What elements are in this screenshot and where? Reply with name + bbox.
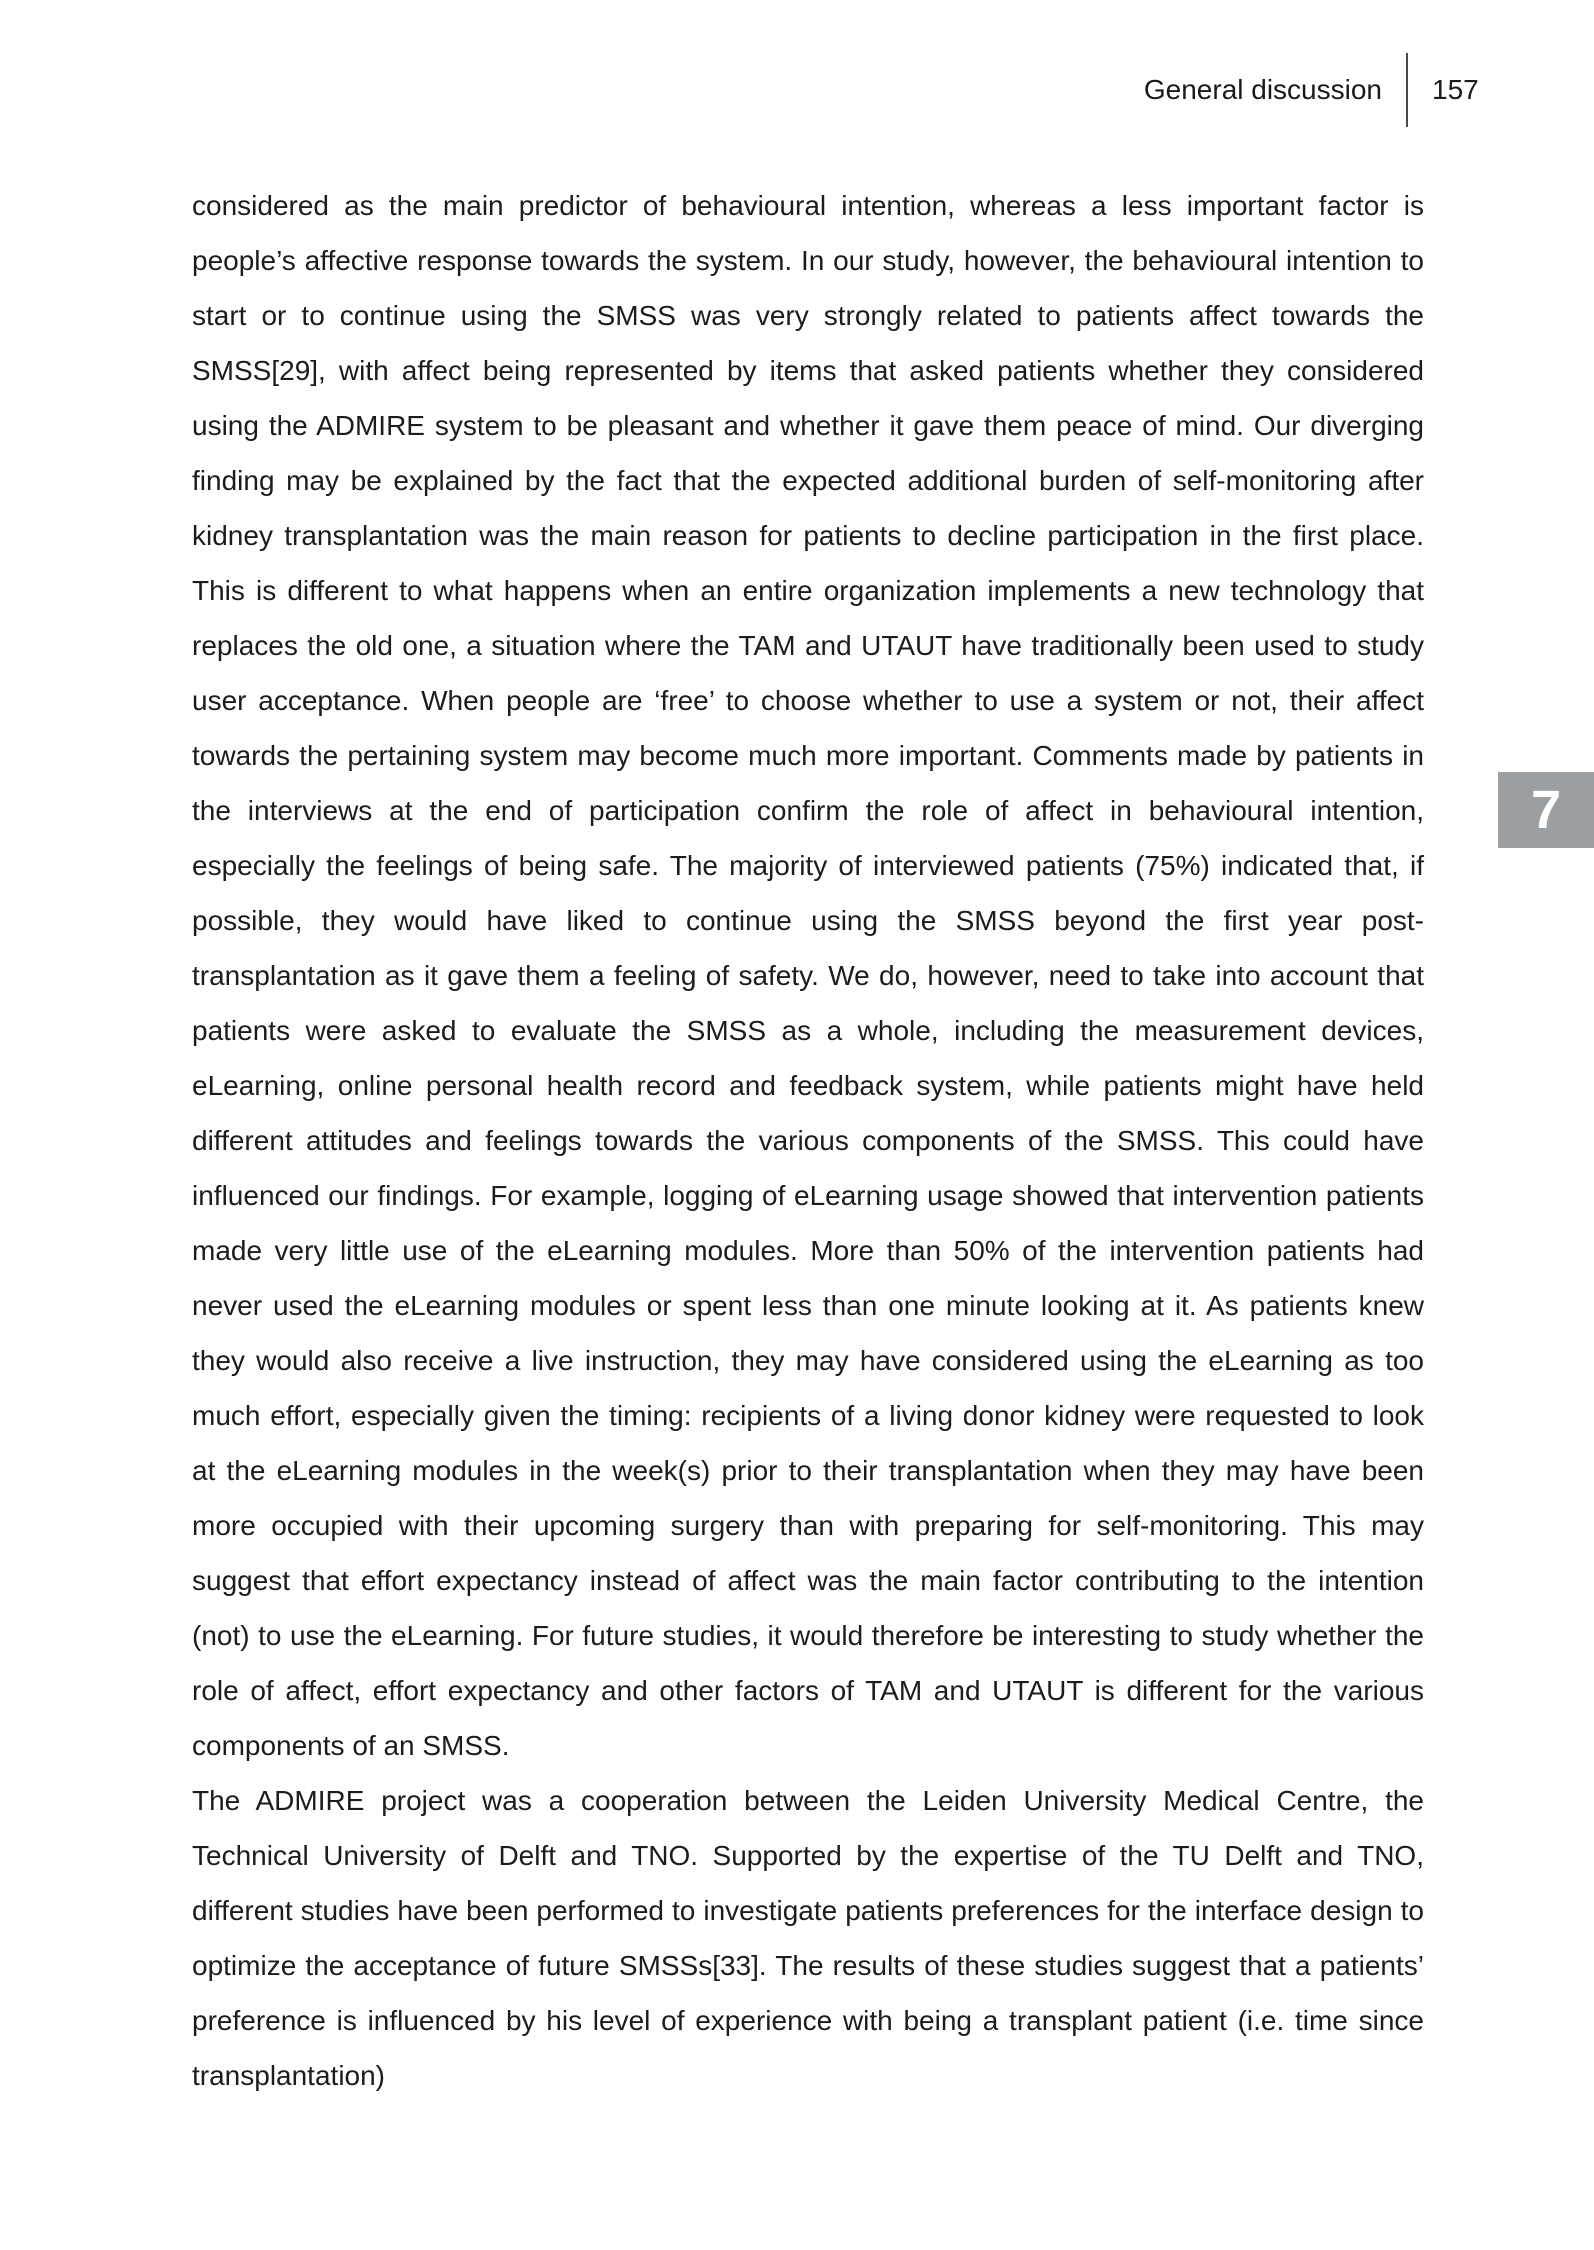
chapter-number: 7 [1530, 780, 1562, 840]
paragraph-2: The ADMIRE project was a cooperation between the Leiden University Medical Centre, the Technical University of Delft and TNO. Supported by the expertise of the TU Delft and TNO, different studies have been performed to investigate patients preferences for the interface design to optimize the acceptance of future SMSSs[33]. The results of these studies suggest that a patients’ preference is influenced by his level of experience with being a transplant patient (i.e. time since transplantation) [192, 1785, 1424, 2091]
running-head-section-title: General discussion [1143, 74, 1382, 105]
chapter-tab [1498, 772, 1594, 848]
page-header [1144, 52, 1488, 128]
page-number: 157 [1432, 74, 1479, 105]
body-text [192, 178, 1424, 2103]
paragraph-1: considered as the main predictor of behavioural intention, whereas a less important factor is people’s affective response towards the system. In our study, however, the behavioural intention to start or to continue using the SMSS was very strongly related to patients affect towards the SMSS[29], with affect being represented by items that asked patients whether they considered using the ADMIRE system to be pleasant and whether it gave them peace of mind. Our diverging finding may be explained by the fact that the expected additional burden of self-monitoring after kidney transplantation was the main reason for patients to decline participation in the first place. This is different to what happens when an entire organization implements a new technology that replaces the old one, a situation where the TAM and UTAUT have traditionally been used to study user acceptance. When people are ‘free’ to choose whether to use a system or not, their affect towards the pertaining system may become much more important. Comments made by patients in the interviews at the end of participation confirm the role of affect in behavioural intention, especially the feelings of being safe. The majority of interviewed patients (75%) indicated that, if possible, they would have liked to continue using the SMSS beyond the first year post-transplantation as it gave them a feeling of safety. We do, however, need to take into account that patients were asked to evaluate the SMSS as a whole, including the measurement devices, eLearning, online personal health record and feedback system, while patients might have held different attitudes and feelings towards the various components of the SMSS. This could have influenced our findings. For example, logging of eLearning usage showed that intervention patients made very little use of the eLearning modules. More than 50% of the intervention patients had never used the eLearning modules or spent less than one minute looking at it. As patients knew they would also receive a live instruction, they may have considered using the eLearning as too much effort, especially given the timing: recipients of a living donor kidney were requested to look at the eLearning modules in the week(s) prior to their transplantation when they may have been more occupied with their upcoming surgery than with preparing for self-monitoring. This may suggest that effort expectancy instead of affect was the main factor contributing to the intention (not) to use the eLearning. For future studies, it would therefore be interesting to study whether the role of affect, effort expectancy and other factors of TAM and UTAUT is different for the various components of an SMSS. [192, 190, 1424, 1761]
